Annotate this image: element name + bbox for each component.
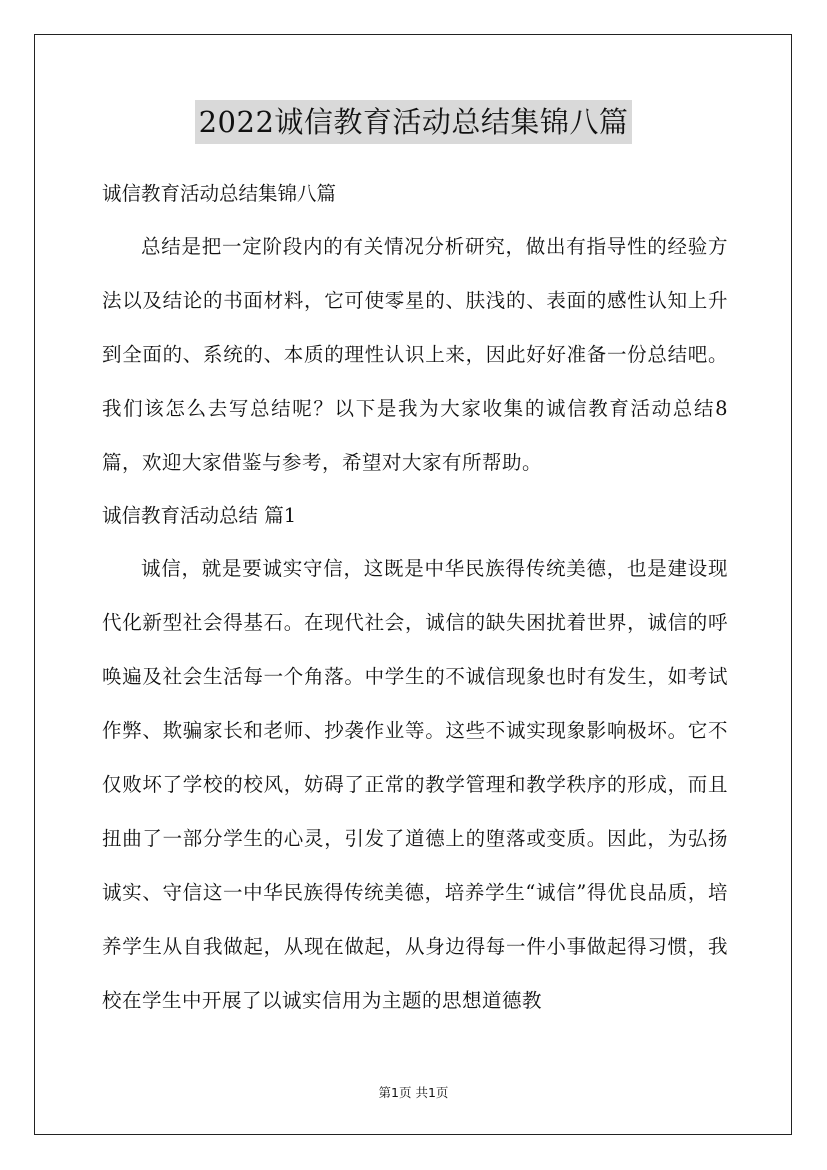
document-subtitle: 诚信教育活动总结集锦八篇 [102, 182, 337, 205]
intro-paragraph: 总结是把一定阶段内的有关情况分析研究，做出有指导性的经验方法以及结论的书面材料，它可使零星的、肤浅的、表面的感性认知上升到全面的、系统的、本质的理性认识上来，因此好好准备一份总结吧。我们该怎么去写总结呢？以下是我为大家收集的诚信教育活动总结8篇，欢迎大家借鉴与参考，希望对大家有所帮助。 [102, 235, 728, 474]
section-heading: 诚信教育活动总结 篇1 [102, 504, 297, 527]
section-paragraph: 诚信，就是要诚实守信，这既是中华民族得传统美德，也是建设现代化新型社会得基石。在现代社会，诚信的缺失困扰着世界，诚信的呼唤遍及社会生活每一个角落。中学生的不诚信现象也时有发生，如考试作弊、欺骗家长和老师、抄袭作业等。这些不诚实现象影响极坏。它不仅败坏了学校的校风，妨碍了正常的教学管理和教学秩序的形成，而且扭曲了一部分学生的心灵，引发了道德上的堕落或变质。因此，为弘扬诚实、守信这一中华民族得传统美德，培养学生“诚信”得优良品质，培养学生从自我做起，从现在做起，从身边得每一件小事做起得习惯，我校在学生中开展了以诚实信用为主题的思想道德教 [102, 557, 728, 1012]
page-footer: 第1页 共1页 [378, 1085, 449, 1100]
title-container [0, 100, 827, 144]
document-body [102, 168, 728, 1028]
document-title: 2022诚信教育活动总结集锦八篇 [195, 100, 633, 144]
